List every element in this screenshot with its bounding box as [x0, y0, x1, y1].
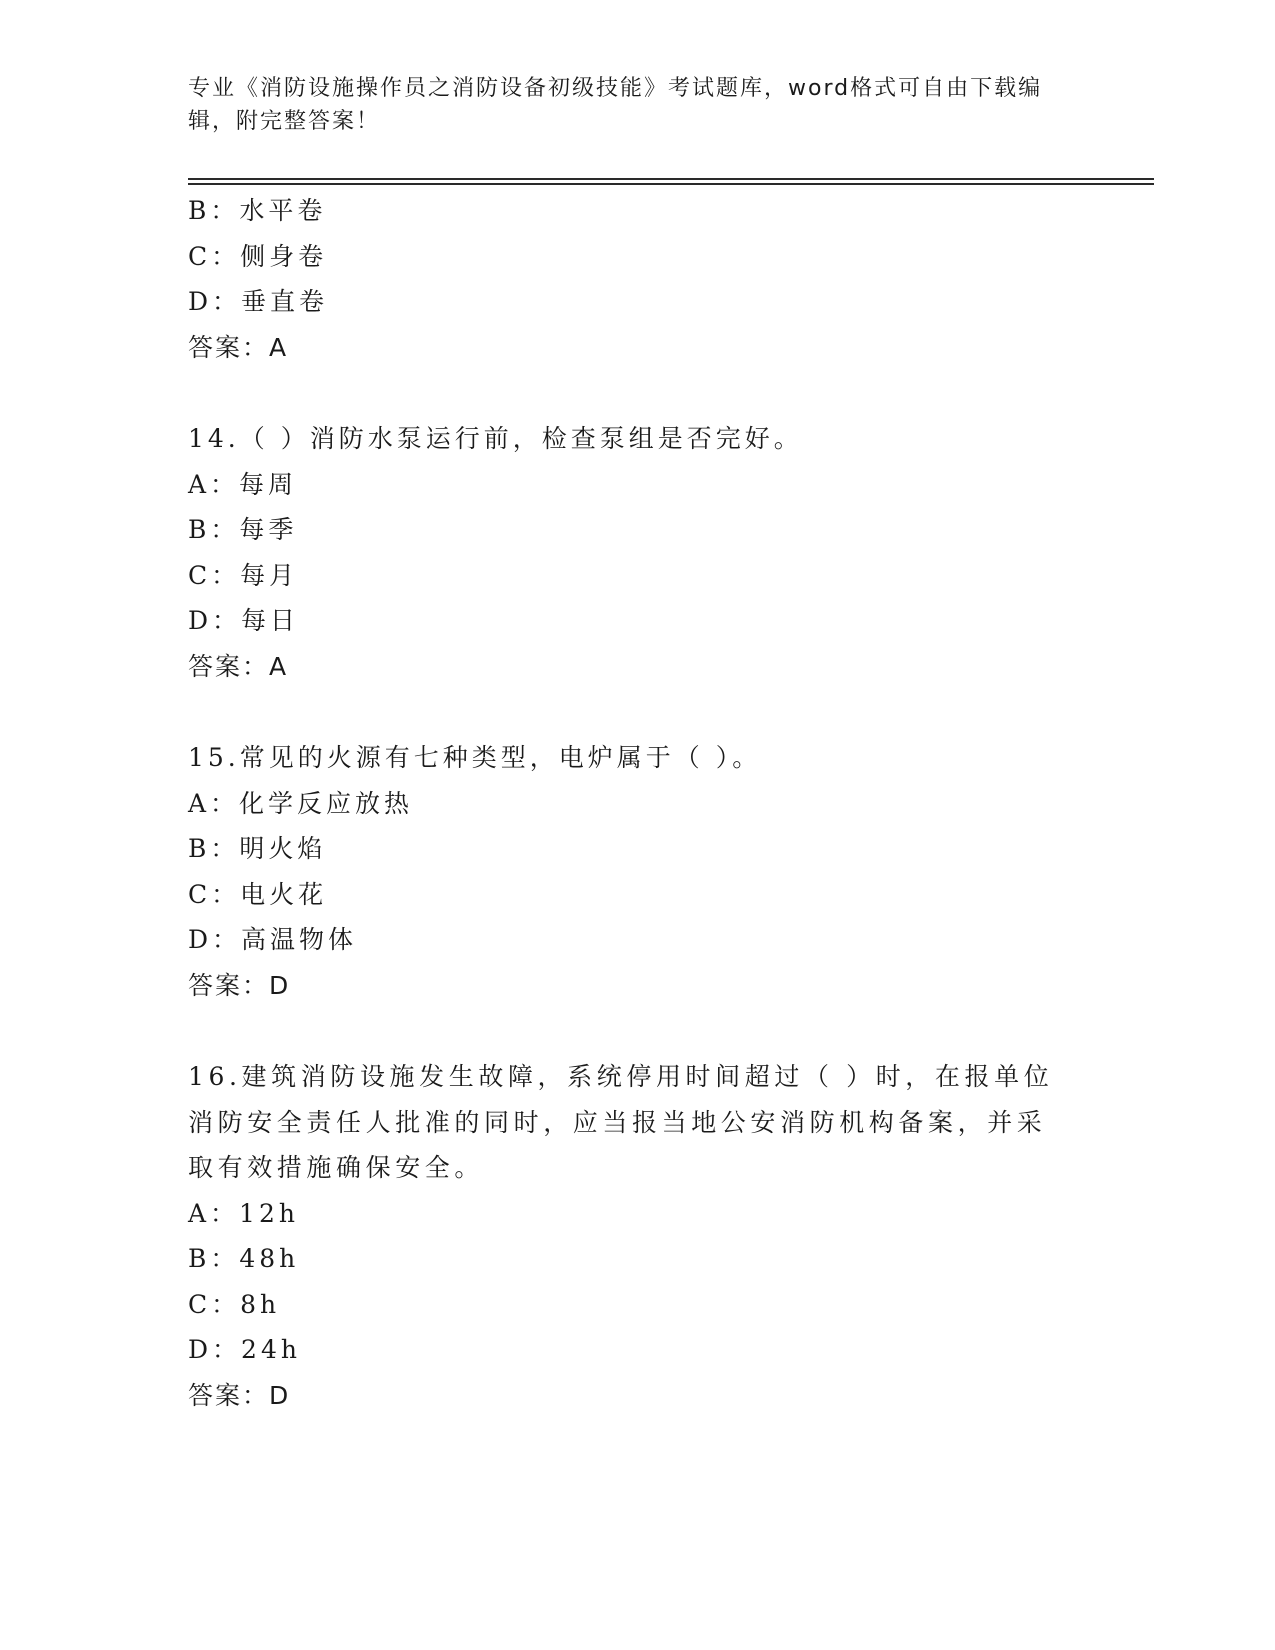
header-divider-top — [188, 178, 1154, 180]
option-c: C：每月 — [188, 560, 299, 590]
option-a: A：化学反应放热 — [188, 788, 414, 818]
answer-line: 答案：A — [188, 651, 289, 681]
option-a: A：每周 — [188, 469, 298, 499]
question-stem: 15.常见的火源有七种类型，电炉属于（ ）。 — [188, 743, 762, 772]
option-b: B：48h — [188, 1244, 300, 1273]
option-c: C：8h — [188, 1289, 281, 1319]
question-list — [188, 188, 1088, 1418]
option-b: B：每季 — [188, 515, 298, 544]
question-stem: 14.（ ）消防水泵运行前，检查泵组是否完好。 — [188, 424, 803, 453]
question-stem: 16.建筑消防设施发生故障，系统停用时间超过（ ）时，在报单位消防安全责任人批准的同时，应当报当地公安消防机构备案，并采取有效措施确保安全。 — [188, 1062, 1054, 1182]
question-14 — [188, 416, 1088, 689]
answer-line: 答案：D — [188, 1380, 291, 1410]
header-divider-bottom — [188, 183, 1154, 185]
option-d: D：垂直卷 — [188, 287, 329, 316]
option-c: C：电火花 — [188, 879, 328, 909]
spacer — [188, 689, 1088, 735]
spacer — [188, 370, 1088, 416]
document-header: 专业《消防设施操作员之消防设备初级技能》考试题库，word格式可自由下载编辑，附完整答案！ — [188, 76, 1043, 134]
answer-line: 答案：A — [188, 332, 289, 362]
answer-line: 答案：D — [188, 970, 291, 1000]
option-a: A：12h — [188, 1198, 299, 1228]
question-13-continued — [188, 188, 1088, 370]
option-b: B：水平卷 — [188, 196, 327, 225]
spacer — [188, 1008, 1088, 1054]
option-b: B：明火焰 — [188, 834, 327, 863]
question-16 — [188, 1054, 1088, 1418]
option-d: D：高温物体 — [188, 925, 358, 954]
option-d: D：24h — [188, 1335, 301, 1364]
option-c: C：侧身卷 — [188, 241, 328, 271]
option-d: D：每日 — [188, 606, 300, 635]
question-15 — [188, 735, 1088, 1008]
